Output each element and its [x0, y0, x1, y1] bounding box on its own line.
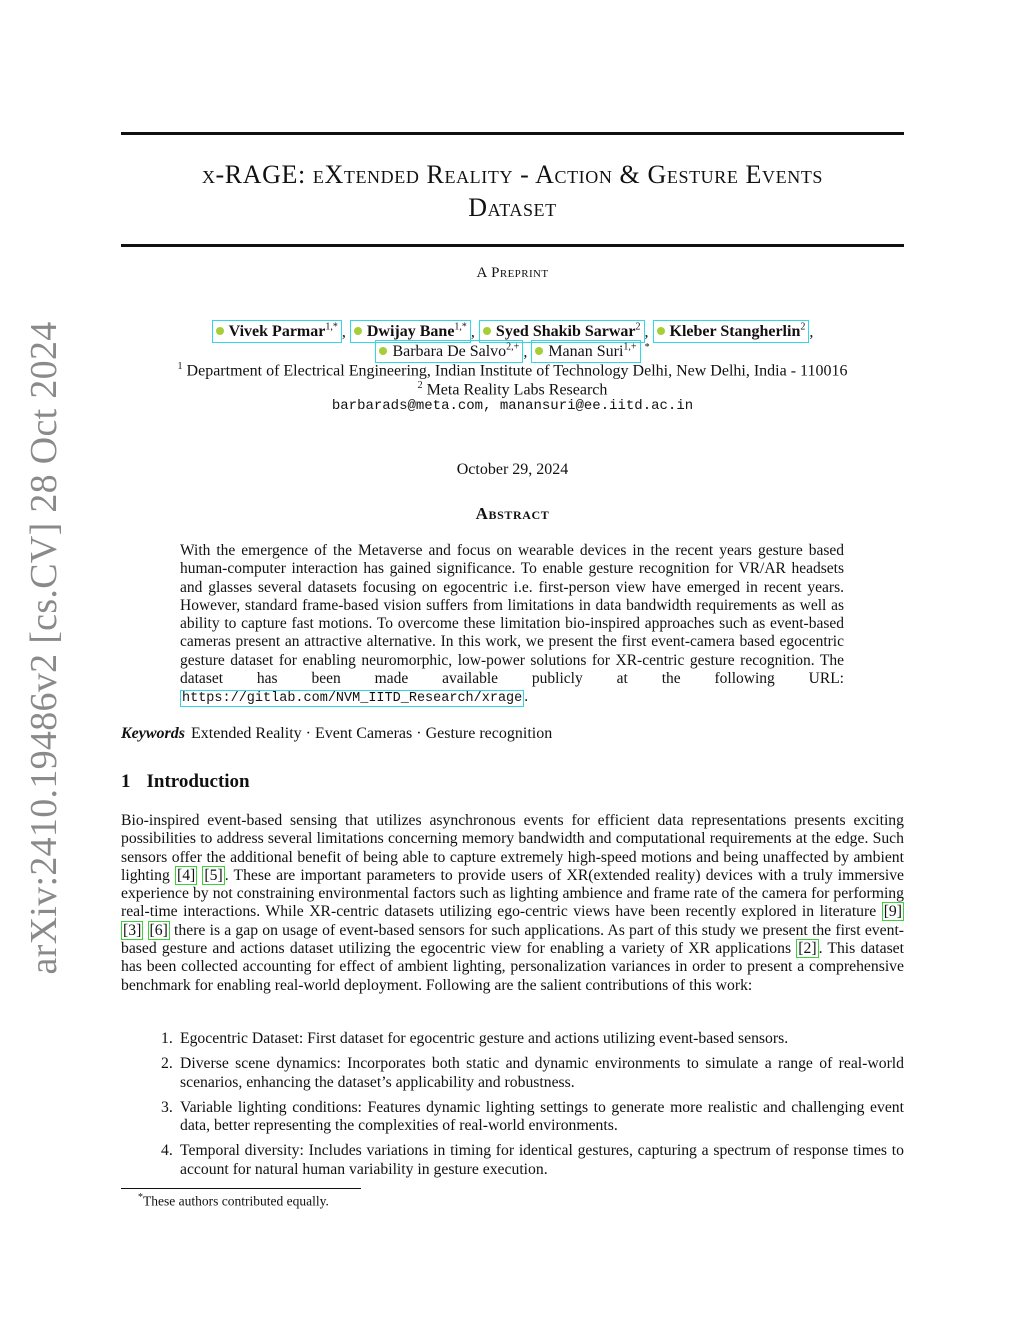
contributions-list — [121, 1030, 904, 1186]
list-item — [121, 1099, 904, 1136]
author-line-1: Vivek Parmar$^{1,*}$ , Dwijay Bane$^{1,*}$ , Syed Shakib Sarwar$^2$ , Kleber Stangherlin$^2$ , — [121, 318, 904, 342]
intro-paragraph — [121, 812, 904, 995]
affiliation-2 — [121, 376, 904, 399]
orcid-icon[interactable] — [354, 327, 362, 335]
title-bottom-rule — [121, 244, 904, 247]
list-item-number: 3. — [161, 1098, 173, 1116]
intro-text: . These are important parameters to provide users of XR(extended reality) devices with a truly immersive experience by not constraining environmental factors such as lighting ambience and frame rate of the camera for performing real-time interactions. While XR-centric datasets utilizing ego-centric views have been recently explored in literature — [121, 866, 905, 921]
orcid-icon[interactable] — [483, 327, 491, 335]
paper-title — [121, 158, 904, 224]
keywords-label: Keywords — [121, 725, 185, 742]
list-item-text: Temporal diversity: Includes variations in timing for identical gestures, capturing a spectrum of response times to account for natural human variability in gesture execution. — [180, 1142, 904, 1178]
title-line-2: Dataset — [468, 193, 557, 222]
dataset-url-link[interactable]: https://gitlab.com/NVM_IITD_Research/xrage — [182, 691, 523, 707]
citation-link-6[interactable]: [6] — [149, 921, 168, 939]
list-item-text: Variable lighting conditions: Features dynamic lighting settings to generate more realistic and challenging event data, better representing the complexities of real-world environments. — [180, 1098, 904, 1135]
intro-text: Bio-inspired event-based sensing that utilizes asynchronous events for efficient data representations presents exciting possibilities to address several limitations concerning memory bandwidth and computational requirements at the edge. Such sensors offer the additional benefit of being able to capture extremely high-speed motions and being unaffected by ambient lighting — [121, 812, 904, 884]
footnote-rule — [121, 1188, 361, 1189]
paper-date: October 29, 2024 — [456, 461, 569, 478]
list-item — [121, 1055, 904, 1092]
author-affil-sup: 2 — [635, 322, 641, 333]
list-item-number: 1. — [161, 1030, 173, 1047]
orcid-icon[interactable] — [379, 347, 387, 355]
list-item-text: Egocentric Dataset: First dataset for egocentric gesture and actions utilizing event-based sensors. — [180, 1030, 789, 1047]
abstract-text: With the emergence of the Metaverse and focus on wearable devices in the recent years gesture based human-computer interaction has gained significance. To enable gesture recognition for VR/AR headsets and glasses several datasets focusing on egocentric i.e. first-person view have emerged in recent years. However, standard frame-based vision suffers from limitations in data bandwidth requirements as well as ability to capture fast motions. To overcome these limitation bio-inspired approaches such as event-based cameras present an attractive alternative. In this work, we present the first event-camera based egocentric gesture dataset for enabling neuromorphic, low-power solutions for XR-centric gesture recognition. The dataset has been made available publicly at the following URL: — [180, 542, 844, 688]
citation-link-2[interactable]: [2] — [798, 940, 817, 958]
author-affil-sup: 1,+ — [623, 342, 637, 353]
abstract-heading: Abstract — [475, 504, 550, 523]
author-footnote-mark[interactable]: * — [644, 342, 650, 353]
citation-link-4[interactable]: [4] — [176, 866, 196, 884]
author-affil-sup: 1,* — [325, 322, 338, 333]
affiliation-sup: 2 — [417, 380, 423, 391]
intro-text: there is a gap on usage of event-based sensors for such applications. As part of this study we present the first event-based gesture and actions dataset utilizing the egocentric view for enabling a variety of XR applications — [121, 921, 905, 958]
section-number: 1 — [121, 771, 131, 792]
intro-text: . This dataset has been collected accounting for effect of ambient lighting, personalization variances in order to present a comprehensive benchmark for enabling real-world deployment. Following are the salient contributions of this work: — [121, 940, 904, 994]
affiliation-text: Meta Reality Labs Research — [426, 381, 608, 399]
abstract-body — [180, 542, 844, 709]
title-top-rule — [121, 132, 904, 135]
list-item-number: 2. — [161, 1055, 173, 1073]
list-item — [121, 1030, 904, 1048]
section-title: Introduction — [146, 771, 250, 792]
author-name: Dwijay Bane — [366, 323, 455, 341]
affiliation-sup: 1 — [177, 361, 183, 372]
author-name: Vivek Parmar — [228, 323, 326, 341]
title-line-1: x-RAGE: eXtended Reality - Action & Gesture Events — [201, 160, 824, 189]
citation-link-5[interactable]: [5] — [204, 866, 223, 884]
author-name: Kleber Stangherlin — [669, 323, 801, 341]
author-name: Barbara De Salvo — [392, 343, 507, 361]
orcid-icon[interactable] — [535, 347, 543, 355]
footnote-mark: * — [138, 1192, 143, 1203]
footnote-text: These authors contributed equally. — [143, 1193, 329, 1209]
affiliation-text: Department of Electrical Engineering, Indian Institute of Technology Delhi, New Delhi, India - 110016 — [186, 362, 848, 380]
author-affil-sup: 2 — [800, 322, 806, 333]
list-item-text: Diverse scene dynamics: Incorporates both static and dynamic environments to simulate a range of real-world scenarios, enhancing the dataset’s applicability and robustness. — [180, 1055, 904, 1091]
list-item — [121, 1142, 904, 1179]
abstract-end: . — [524, 688, 529, 706]
keywords-line — [121, 725, 552, 743]
orcid-icon[interactable] — [216, 327, 224, 335]
preprint-label: A Preprint — [476, 265, 549, 281]
author-name: Syed Shakib Sarwar — [495, 323, 636, 341]
arxiv-identifier: arXiv:2410.19486v2 [cs.CV] 28 Oct 2024 — [23, 321, 65, 975]
citation-link-3[interactable]: [3] — [123, 921, 142, 939]
citation-link-9[interactable]: [9] — [883, 903, 902, 921]
section-heading-introduction — [121, 771, 250, 793]
footnote — [138, 1192, 329, 1210]
keywords-list: Extended Reality · Event Cameras · Gesture recognition — [191, 725, 553, 742]
author-name: Manan Suri — [548, 343, 624, 361]
author-emails: barbarads@meta.com, manansuri@ee.iitd.ac.in — [331, 398, 694, 414]
author-affil-sup: 1,* — [454, 322, 467, 333]
list-item-number: 4. — [161, 1142, 173, 1160]
author-line-2: Barbara De Salvo$^{2,+}$ , Manan Suri$^{1,+}$ * — [121, 338, 904, 362]
orcid-icon[interactable] — [657, 327, 665, 335]
author-affil-sup: 2,+ — [506, 342, 520, 353]
